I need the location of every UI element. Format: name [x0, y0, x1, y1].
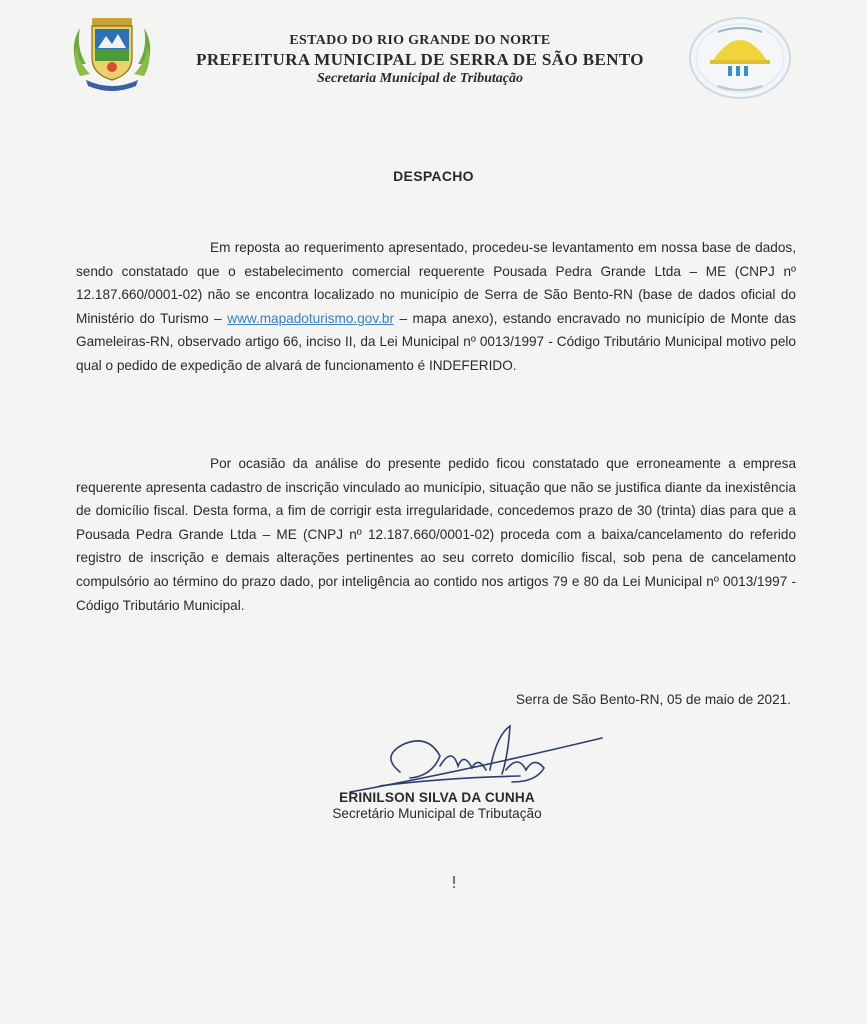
coat-of-arms-icon: [66, 14, 158, 96]
stray-mark: [452, 876, 456, 888]
handwritten-signature: [340, 716, 610, 796]
document-title: DESPACHO: [393, 168, 474, 184]
letterhead-state: ESTADO DO RIO GRANDE DO NORTE: [289, 33, 551, 48]
paragraph-1-text-a: Em reposta ao requerimento apresentado, procedeu-se levantamento em nossa base de dados, sendo constatado que o estabelecimento comercial requerente Pousada Pedra Grande Ltda – ME (CNPJ nº 12.187.660/0001-02) não se encontra localizado no município de Serra de São Bento-RN (base de dados oficial do Ministério do Turismo –: [76, 240, 796, 326]
signatory-name: ERINILSON SILVA DA CUNHA: [339, 790, 535, 805]
paragraph-2: Por ocasião da análise do presente pedido ficou constatado que erroneamente a empresa requerente apresenta cadastro de inscrição vinculado ao município, situação que não se justifica diante da inexistência de domicílio fiscal. Desta forma, a fim de corrigir esta irregularidade, concedemos prazo de 30 (trinta) dias para que a Pousada Pedra Grande Ltda – ME (CNPJ nº 12.187.660/0001-02) proceda com a baixa/cancelamento do referido registro de inscrição e demais alterações pertinentes ao seu correto domicílio fiscal, sob pena de cancelamento compulsório ao término do prazo dado, por inteligência ao contido nos artigos 79 e 80 da Lei Municipal nº 0013/1997 - Código Tributário Municipal.: [76, 456, 796, 613]
paragraph-1-text-b: – mapa anexo), estando encravado no município de Monte das Gameleiras-RN, observado artigo 66, inciso II, da Lei Municipal nº 0013/1997 - Código Tributário Municipal motivo pelo qual o pedido de expedição de alvará de funcionamento é INDEFERIDO.: [76, 310, 796, 373]
municipal-seal-icon: [688, 16, 792, 100]
paragraph-1: [76, 236, 796, 378]
tourism-map-link[interactable]: www.mapadoturismo.gov.br: [227, 310, 394, 326]
place-and-date: Serra de São Bento-RN, 05 de maio de 2021.: [515, 692, 791, 707]
letterhead-department: Secretaria Municipal de Tributação: [317, 71, 523, 86]
signatory-role: Secretário Municipal de Tributação: [332, 806, 542, 821]
letterhead-municipality: PREFEITURA MUNICIPAL DE SERRA DE SÃO BENTO: [196, 50, 644, 69]
letterhead: [160, 32, 680, 88]
